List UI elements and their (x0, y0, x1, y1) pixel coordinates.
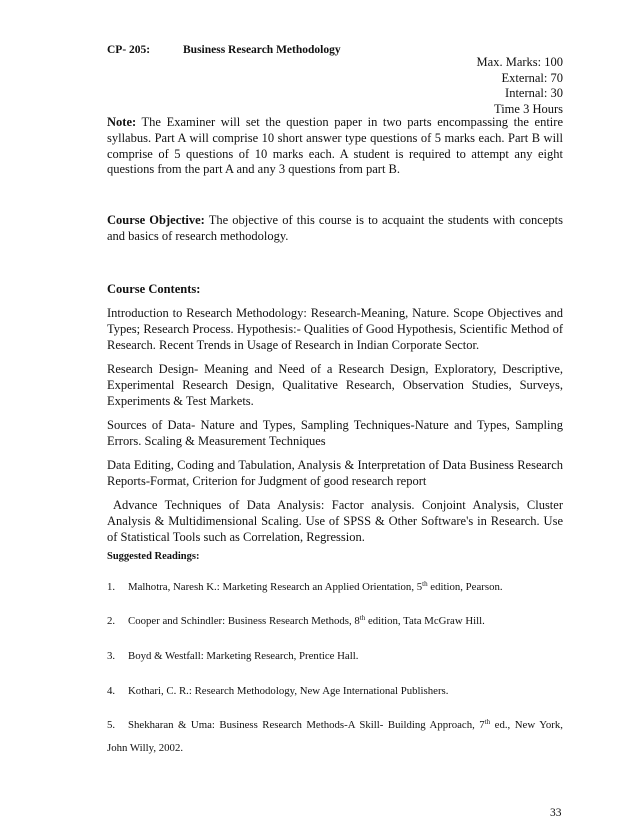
unit-3: Sources of Data- Nature and Types, Sampling Techniques-Nature and Types, Sampling Errors. Scaling & Measurement Techniques (107, 418, 563, 448)
exam-time: Time 3 Hours (494, 101, 563, 116)
reading-item-1 (107, 576, 563, 599)
reading-text: Cooper and Schindler: Business Research Methods, 8 (128, 615, 360, 627)
reading-text: Shekharan & Uma: Business Research Methods-A Skill- Building Approach, 7 (128, 719, 485, 731)
course-code: CP- 205: (107, 44, 151, 56)
reading-item-2 (107, 610, 563, 633)
reading-text: Kothari, C. R.: Research Methodology, New Age International Publishers. (128, 685, 449, 697)
reading-text: Boyd & Westfall: Marketing Research, Prentice Hall. (128, 650, 359, 662)
reading-text-end: edition, Pearson. (427, 581, 503, 593)
unit-2: Research Design- Meaning and Need of a Research Design, Exploratory, Descriptive, Experimental Research Design, Qualitative Research, Observation Studies, Surveys, Experiments & Test Markets. (107, 362, 563, 408)
reading-text-end: ed., New York, John Willy, 2002. (107, 719, 563, 754)
reading-item-4 (107, 680, 563, 703)
reading-text: Malhotra, Naresh K.: Marketing Research an Applied Orientation, 5 (128, 581, 423, 593)
reading-sup: th (422, 580, 428, 588)
course-header (107, 44, 341, 56)
unit-4: Data Editing, Coding and Tabulation, Analysis & Interpretation of Data Business Research Reports-Format, Criterion for Judgment of good research report (107, 458, 563, 488)
objective-paragraph (107, 213, 563, 245)
note-label: Note: (107, 115, 137, 129)
internal-marks: Internal: 30 (505, 86, 563, 101)
objective-text: The objective of this course is to acquaint the students with concepts and basics of research methodology. (107, 213, 563, 243)
contents-heading: Course Contents: (107, 282, 201, 296)
reading-number: 5. (107, 719, 116, 731)
marks-block (477, 55, 563, 117)
reading-number: 1. (107, 581, 116, 593)
reading-sup: th (484, 718, 491, 726)
reading-number: 3. (107, 650, 116, 662)
objective-label: Course Objective: (107, 213, 205, 227)
reading-item-5 (107, 714, 563, 760)
max-marks: Max. Marks: 100 (476, 55, 563, 69)
page-number: 33 (550, 807, 562, 819)
reading-item-3 (107, 645, 563, 668)
reading-number: 4. (107, 685, 116, 697)
reading-sup: th (359, 614, 366, 622)
note-text: The Examiner will set the question paper in two parts encompassing the entire syllabus. Part A will comprise 10 short answer type questions of 5 marks each. Part B will comprise of 5 questions of 10 marks each. A student is required to attempt any eight questions from the part A and any 3 questions from part B. (107, 115, 563, 177)
course-title: Business Research Methodology (183, 44, 341, 56)
external-marks: External: 70 (501, 70, 563, 85)
unit-1: Introduction to Research Methodology: Research-Meaning, Nature. Scope Objectives and Types; Research Process. Hypothesis:- Qualities of Good Hypothesis, Scientific Method of Research. Recent Trends in Usage of Research in Indian Corporate Sector. (107, 306, 563, 352)
reading-number: 2. (107, 615, 116, 627)
reading-text-end: edition, Tata McGraw Hill. (365, 615, 485, 627)
note-paragraph (107, 115, 563, 178)
readings-heading: Suggested Readings: (107, 551, 200, 562)
unit-5: Advance Techniques of Data Analysis: Factor analysis. Conjoint Analysis, Cluster Analysis & Multidimensional Scaling. Use of SPSS & Other Software's in Research. Use of Statistical Tools such as Correlation, Regression. (107, 498, 563, 544)
